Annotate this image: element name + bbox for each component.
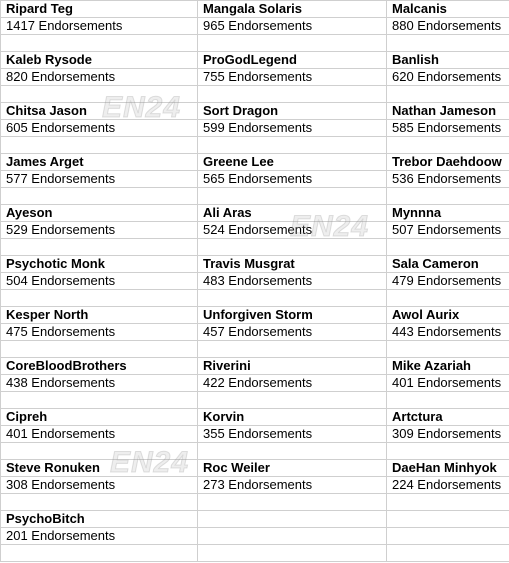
endorsement-count: 536 Endorsements bbox=[387, 171, 509, 188]
table-row bbox=[1, 273, 509, 290]
empty-cell bbox=[1, 239, 198, 256]
empty-cell bbox=[1, 86, 198, 103]
empty-cell bbox=[198, 494, 387, 511]
endorsement-count: 308 Endorsements bbox=[1, 477, 198, 494]
candidate-name: PsychoBitch bbox=[1, 511, 198, 528]
endorsement-count: 620 Endorsements bbox=[387, 69, 509, 86]
endorsement-count: 479 Endorsements bbox=[387, 273, 509, 290]
table-row bbox=[1, 460, 509, 477]
table-row bbox=[1, 171, 509, 188]
table-row bbox=[1, 154, 509, 171]
candidate-name: Trebor Daehdoow bbox=[387, 154, 509, 171]
empty-cell bbox=[1, 188, 198, 205]
table-row bbox=[1, 324, 509, 341]
candidate-name: Travis Musgrat bbox=[198, 256, 387, 273]
candidate-name: Riverini bbox=[198, 358, 387, 375]
endorsement-count: 475 Endorsements bbox=[1, 324, 198, 341]
table-row bbox=[1, 528, 509, 545]
endorsement-count: 565 Endorsements bbox=[198, 171, 387, 188]
candidate-name: Nathan Jameson bbox=[387, 103, 509, 120]
candidate-name: James Arget bbox=[1, 154, 198, 171]
endorsement-count: 443 Endorsements bbox=[387, 324, 509, 341]
candidate-name: Ayeson bbox=[1, 205, 198, 222]
endorsement-count: 438 Endorsements bbox=[1, 375, 198, 392]
empty-cell bbox=[198, 86, 387, 103]
endorsement-count: 355 Endorsements bbox=[198, 426, 387, 443]
empty-cell bbox=[198, 341, 387, 358]
table-row bbox=[1, 205, 509, 222]
empty-cell bbox=[198, 239, 387, 256]
empty-cell bbox=[1, 137, 198, 154]
table-row bbox=[1, 1, 509, 18]
candidate-name: Artctura bbox=[387, 409, 509, 426]
candidate-name: Malcanis bbox=[387, 1, 509, 18]
empty-cell bbox=[198, 392, 387, 409]
endorsement-count: 457 Endorsements bbox=[198, 324, 387, 341]
empty-cell bbox=[198, 443, 387, 460]
empty-cell bbox=[1, 545, 198, 562]
watermark-logo: EN24 bbox=[102, 91, 182, 124]
empty-cell bbox=[387, 511, 509, 528]
table-row bbox=[1, 18, 509, 35]
empty-cell bbox=[198, 528, 387, 545]
endorsement-count: 577 Endorsements bbox=[1, 171, 198, 188]
empty-cell bbox=[1, 341, 198, 358]
table-row bbox=[1, 222, 509, 239]
sheet-body bbox=[1, 1, 509, 562]
endorsement-count: 422 Endorsements bbox=[198, 375, 387, 392]
endorsement-count: 965 Endorsements bbox=[198, 18, 387, 35]
empty-cell bbox=[387, 341, 509, 358]
candidate-name: Chitsa Jason bbox=[1, 103, 198, 120]
spacer-row bbox=[1, 341, 509, 358]
empty-cell bbox=[387, 392, 509, 409]
watermark-logo: EN24 bbox=[290, 210, 370, 243]
table-row bbox=[1, 103, 509, 120]
empty-cell bbox=[1, 392, 198, 409]
empty-cell bbox=[1, 290, 198, 307]
candidate-name: DaeHan Minhyok bbox=[387, 460, 509, 477]
candidate-name: Ripard Teg bbox=[1, 1, 198, 18]
spacer-row bbox=[1, 239, 509, 256]
empty-cell bbox=[198, 545, 387, 562]
candidate-name: Sala Cameron bbox=[387, 256, 509, 273]
endorsement-count: 273 Endorsements bbox=[198, 477, 387, 494]
spacer-row bbox=[1, 137, 509, 154]
candidate-name: Greene Lee bbox=[198, 154, 387, 171]
candidate-name: Roc Weiler bbox=[198, 460, 387, 477]
empty-cell bbox=[198, 137, 387, 154]
empty-cell bbox=[387, 545, 509, 562]
candidate-name: Ali Aras bbox=[198, 205, 387, 222]
endorsement-count: 201 Endorsements bbox=[1, 528, 198, 545]
endorsement-count: 605 Endorsements bbox=[1, 120, 198, 137]
endorsement-count: 224 Endorsements bbox=[387, 477, 509, 494]
candidate-name: Cipreh bbox=[1, 409, 198, 426]
endorsement-count: 820 Endorsements bbox=[1, 69, 198, 86]
endorsement-count: 755 Endorsements bbox=[198, 69, 387, 86]
candidate-name: CoreBloodBrothers bbox=[1, 358, 198, 375]
candidate-name: Awol Aurix bbox=[387, 307, 509, 324]
table-row bbox=[1, 511, 509, 528]
table-row bbox=[1, 256, 509, 273]
candidate-name: Steve Ronuken bbox=[1, 460, 198, 477]
empty-cell bbox=[387, 137, 509, 154]
candidate-name: Kesper North bbox=[1, 307, 198, 324]
endorsement-count: 401 Endorsements bbox=[1, 426, 198, 443]
endorsement-count: 880 Endorsements bbox=[387, 18, 509, 35]
empty-cell bbox=[387, 528, 509, 545]
empty-cell bbox=[387, 443, 509, 460]
endorsement-count: 483 Endorsements bbox=[198, 273, 387, 290]
endorsement-count: 401 Endorsements bbox=[387, 375, 509, 392]
spacer-row bbox=[1, 443, 509, 460]
empty-cell bbox=[387, 290, 509, 307]
empty-cell bbox=[198, 511, 387, 528]
table-row bbox=[1, 307, 509, 324]
candidate-name: Banlish bbox=[387, 52, 509, 69]
candidate-name: Mangala Solaris bbox=[198, 1, 387, 18]
endorsement-count: 585 Endorsements bbox=[387, 120, 509, 137]
candidate-name: Kaleb Rysode bbox=[1, 52, 198, 69]
empty-cell bbox=[387, 86, 509, 103]
empty-cell bbox=[198, 35, 387, 52]
spacer-row bbox=[1, 35, 509, 52]
spacer-row bbox=[1, 494, 509, 511]
endorsement-count: 524 Endorsements bbox=[198, 222, 387, 239]
empty-cell bbox=[387, 239, 509, 256]
table-row bbox=[1, 69, 509, 86]
watermark-logo: EN24 bbox=[110, 446, 190, 479]
empty-cell bbox=[387, 494, 509, 511]
table-row bbox=[1, 409, 509, 426]
table-row bbox=[1, 120, 509, 137]
spacer-row bbox=[1, 188, 509, 205]
table-row bbox=[1, 52, 509, 69]
endorsement-count: 599 Endorsements bbox=[198, 120, 387, 137]
empty-cell bbox=[1, 494, 198, 511]
endorsement-count: 1417 Endorsements bbox=[1, 18, 198, 35]
empty-cell bbox=[198, 188, 387, 205]
spacer-row bbox=[1, 392, 509, 409]
empty-cell bbox=[1, 443, 198, 460]
candidate-name: Korvin bbox=[198, 409, 387, 426]
table-row bbox=[1, 358, 509, 375]
endorsement-count: 507 Endorsements bbox=[387, 222, 509, 239]
endorsement-count: 529 Endorsements bbox=[1, 222, 198, 239]
candidate-name: Psychotic Monk bbox=[1, 256, 198, 273]
table-row bbox=[1, 426, 509, 443]
empty-cell bbox=[387, 188, 509, 205]
spacer-row bbox=[1, 545, 509, 562]
candidate-name: Unforgiven Storm bbox=[198, 307, 387, 324]
empty-cell bbox=[1, 35, 198, 52]
candidate-name: Mike Azariah bbox=[387, 358, 509, 375]
endorsement-count: 309 Endorsements bbox=[387, 426, 509, 443]
spacer-row bbox=[1, 86, 509, 103]
candidate-name: Mynnna bbox=[387, 205, 509, 222]
spacer-row bbox=[1, 290, 509, 307]
empty-cell bbox=[198, 290, 387, 307]
table-row bbox=[1, 375, 509, 392]
endorsement-count: 504 Endorsements bbox=[1, 273, 198, 290]
candidate-name: ProGodLegend bbox=[198, 52, 387, 69]
empty-cell bbox=[387, 35, 509, 52]
candidate-name: Sort Dragon bbox=[198, 103, 387, 120]
table-row bbox=[1, 477, 509, 494]
